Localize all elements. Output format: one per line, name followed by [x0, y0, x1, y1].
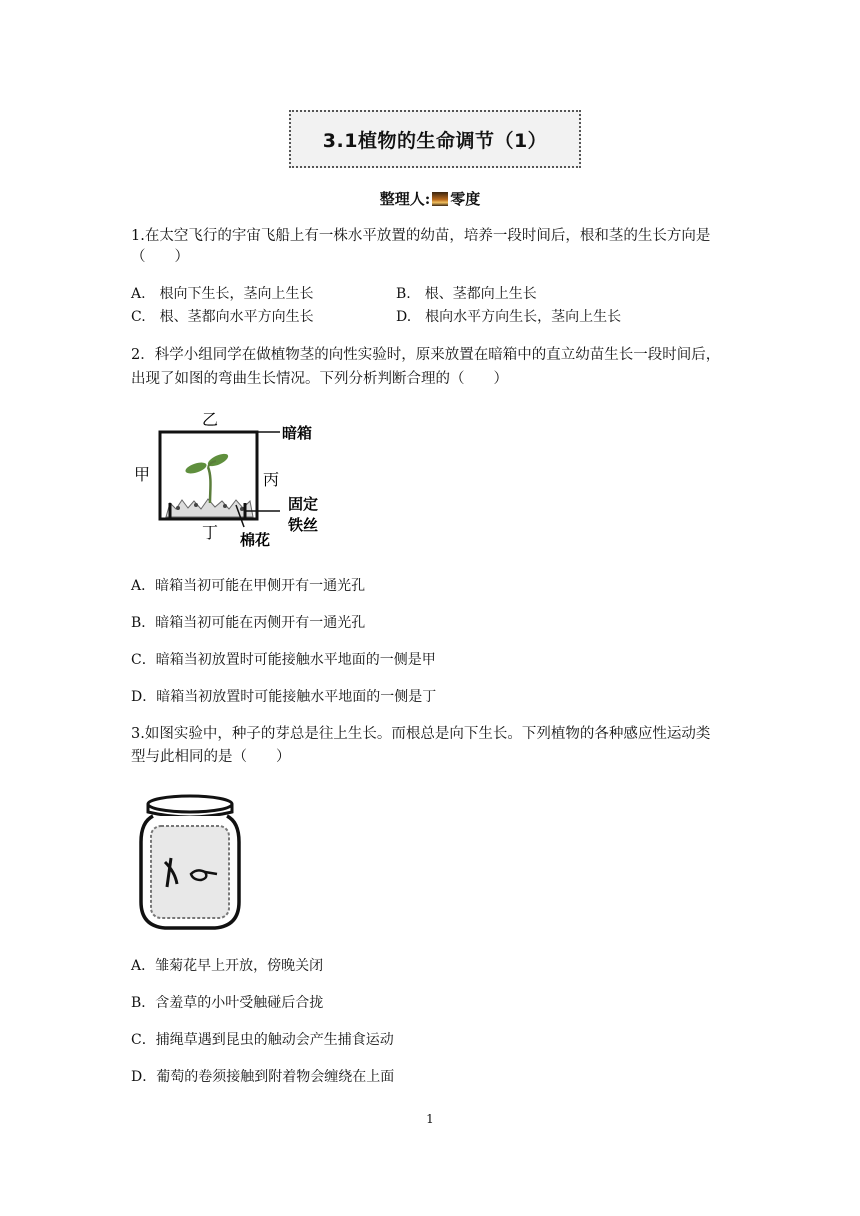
q3-option-b: B．含羞草的小叶受触碰后合拢 [131, 995, 324, 1011]
label-dark-box: 暗箱 [282, 424, 313, 442]
author-line [0, 188, 860, 209]
author-name: 零度 [450, 190, 481, 208]
q2-stem-line2: 出现了如图的弯曲生长情况。下列分析判断合理的（ ） [131, 371, 508, 387]
q3-stem-line2: 型与此相同的是（ ） [131, 749, 291, 765]
q1-option-a: A. 根向下生长，茎向上生长 [131, 286, 314, 302]
jar-lid [148, 796, 232, 817]
page-number: 1 [426, 1112, 434, 1126]
q2-stem-line1: 2．科学小组同学在做植物茎的向性实验时，原来放置在暗箱中的直立幼苗生长一段时间后， [131, 347, 721, 363]
q3-option-a: A．雏菊花早上开放，傍晚关闭 [131, 958, 324, 974]
title-text: 3.1植物的生命调节（1） [322, 129, 548, 152]
q3-option-c: C．捕绳草遇到昆虫的触动会产生捕食运动 [131, 1032, 394, 1048]
q1-stem-line2: （ ） [131, 249, 189, 265]
author-label: 整理人: [379, 190, 431, 208]
q1-option-d: D. 根向水平方向生长，茎向上生长 [396, 309, 622, 325]
dark-box-figure [130, 405, 345, 555]
seed-jar-figure [135, 792, 245, 934]
label-right-bing: 丙 [263, 470, 280, 489]
q1-option-b: B. 根、茎都向上生长 [396, 286, 537, 302]
label-wire: 铁丝 [288, 516, 319, 534]
q2-option-a: A．暗箱当初可能在甲侧开有一通光孔 [131, 578, 366, 594]
label-cotton: 棉花 [240, 531, 271, 549]
q1-option-c: C. 根、茎都向水平方向生长 [131, 309, 314, 325]
q2-option-d: D．暗箱当初放置时可能接触水平地面的一侧是丁 [131, 689, 437, 705]
label-fixed: 固定 [288, 495, 319, 513]
q1-stem-line1: 1.在太空飞行的宇宙飞船上有一株水平放置的幼苗，培养一段时间后，根和茎的生长方向是 [131, 228, 711, 244]
q2-option-b: B．暗箱当初可能在丙侧开有一通光孔 [131, 615, 366, 631]
label-left-jia: 甲 [134, 465, 151, 484]
document-title [289, 110, 581, 168]
q3-stem-line1: 3.如图实验中，种子的芽总是往上生长。而根总是向下生长。下列植物的各种感应性运动类 [131, 726, 711, 742]
q2-option-c: C．暗箱当初放置时可能接触水平地面的一侧是甲 [131, 652, 436, 668]
sunset-logo-icon [432, 192, 448, 206]
label-top-yi: 乙 [201, 410, 219, 429]
q3-option-d: D．葡萄的卷须接触到附着物会缠绕在上面 [131, 1069, 395, 1085]
jar-soil [151, 826, 229, 918]
label-bottom-ding: 丁 [201, 523, 219, 542]
